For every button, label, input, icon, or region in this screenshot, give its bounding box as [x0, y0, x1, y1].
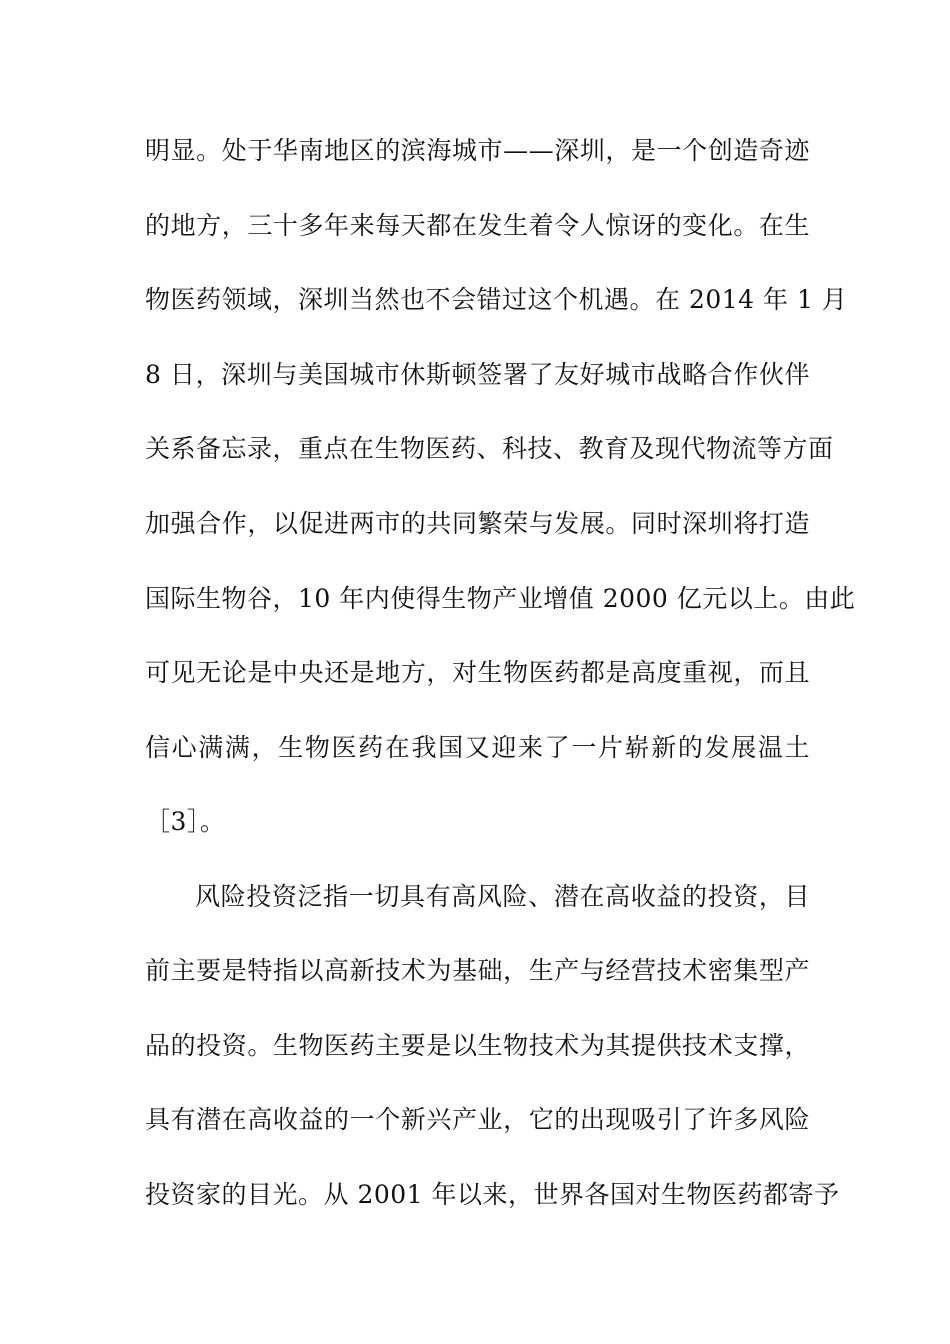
paragraph-line: 的地方，三十多年来每天都在发生着令人惊讶的变化。在生 — [145, 211, 810, 240]
paragraph-line: 明显。处于华南地区的滨海城市——深圳，是一个创造奇迹 — [145, 136, 810, 165]
paragraph-line: 信心满满，生物医药在我国又迎来了一片崭新的发展温土 — [145, 733, 810, 762]
paragraph-line: 投资家的目光。从 2001 年以来，世界各国对生物医药都寄予 — [145, 1180, 840, 1209]
paragraph-line: 可见无论是中央还是地方，对生物医药都是高度重视，而且 — [145, 658, 810, 687]
paragraph-line: 国际生物谷，10 年内使得生物产业增值 2000 亿元以上。由此 — [145, 584, 856, 613]
paragraph-line: 关系备忘录，重点在生物医药、科技、教育及现代物流等方面 — [145, 434, 834, 463]
paragraph-line: 8 日，深圳与美国城市休斯顿签署了友好城市战略合作伙伴 — [145, 360, 810, 389]
paragraph-first-line: 风险投资泛指一切具有高风险、潜在高收益的投资，目 — [195, 882, 810, 911]
paragraph-line: 具有潜在高收益的一个新兴产业，它的出现吸引了许多风险 — [145, 1105, 810, 1134]
citation-line: ［3］。 — [145, 807, 226, 836]
paragraph-line: 品的投资。生物医药主要是以生物技术为其提供技术支撑， — [145, 1031, 810, 1060]
paragraph-line: 加强合作，以促进两市的共同繁荣与发展。同时深圳将打造 — [145, 509, 810, 538]
paragraph-line: 物医药领域，深圳当然也不会错过这个机遇。在 2014 年 1 月 — [145, 285, 848, 314]
paragraph-line: 前主要是特指以高新技术为基础，生产与经营技术密集型产 — [145, 956, 810, 985]
